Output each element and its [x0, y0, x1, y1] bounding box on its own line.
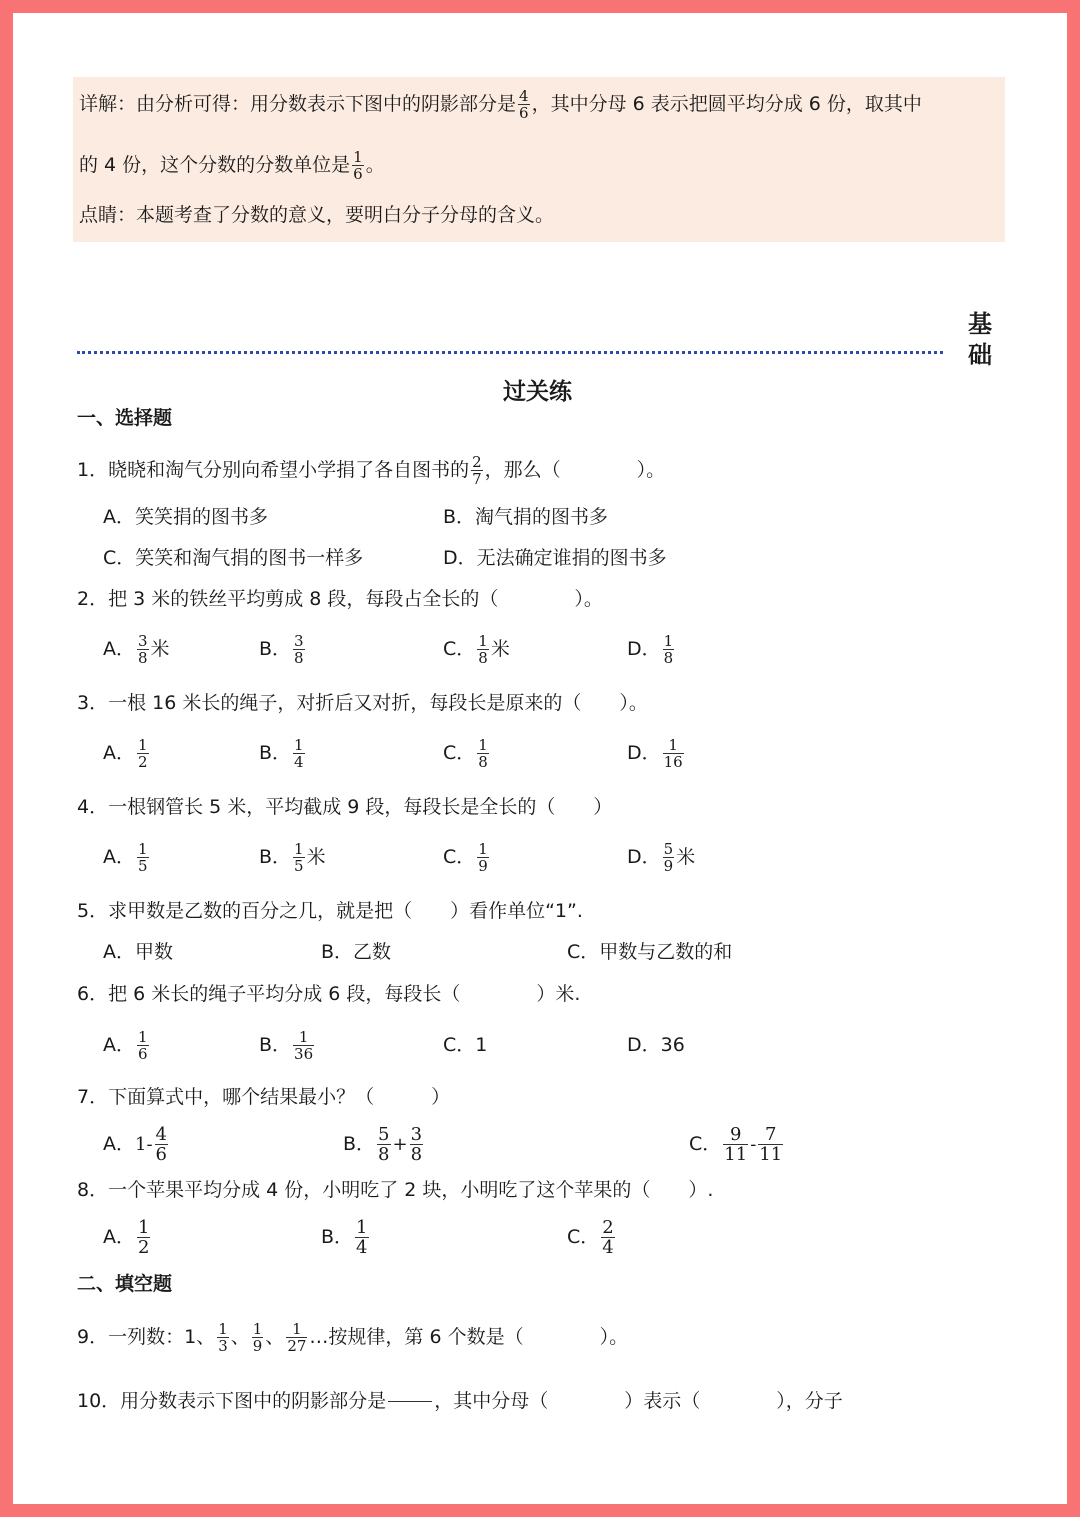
- fraction: $\frac{1}{36}$: [294, 1028, 314, 1063]
- option-c[interactable]: C． $\frac{1}{8}$: [443, 736, 488, 771]
- fraction: $\frac{1}{6}$: [138, 1028, 148, 1063]
- fraction: $\frac{5}{8}$: [378, 1124, 390, 1165]
- fraction: $\frac{1}{5}$: [138, 840, 148, 875]
- fraction: $\frac{1}{9}$: [252, 1320, 263, 1355]
- analysis-point: 点睛：本题考查了分数的意义，要明白分子分母的含义。: [79, 204, 555, 226]
- fraction: $\frac{1}{9}$: [478, 840, 488, 875]
- option-b[interactable]: B． $\frac{1}{36}$: [259, 1028, 314, 1063]
- fraction: $\frac{1}{3}$: [218, 1320, 228, 1355]
- fraction: $\frac{1}{4}$: [356, 1217, 368, 1258]
- fraction: $\frac{1}{4}$: [294, 736, 304, 771]
- analysis-line-1: 详解：由分析可得：用分数表示下图中的阴影部分是 $\frac{4}{6}$ ，其中分母 6 表示把圆平均分成 6 份，取其中: [79, 87, 922, 122]
- fraction: $\frac{7}{11}$: [759, 1124, 783, 1165]
- option-b[interactable]: B． $\frac{1}{4}$: [259, 736, 304, 771]
- fraction: $\frac{5}{9}$: [663, 840, 674, 875]
- blank-fraction[interactable]: [388, 1381, 432, 1422]
- option-a[interactable]: A． $\frac{1}{6}$: [103, 1028, 148, 1063]
- part-heading: 二、填空题: [77, 1273, 173, 1295]
- option-a[interactable]: A． $\frac{3}{8}$ 米: [103, 632, 170, 667]
- question-5-stem: 5．求甲数是乙数的百分之几，就是把（ ）看作单位“1”.: [77, 900, 583, 922]
- section-title: 过关练: [503, 379, 572, 405]
- question-6-stem: 6．把 6 米长的绳子平均分成 6 段，每段长（ ）米.: [77, 983, 581, 1005]
- fraction: $\frac{2}{4}$: [602, 1217, 614, 1258]
- part-heading: 一、选择题: [77, 407, 173, 429]
- option-a[interactable]: A．甲数: [103, 941, 173, 963]
- fraction: $\frac{1}{8}$: [478, 632, 488, 667]
- side-label-2: 础: [968, 341, 992, 369]
- option-d[interactable]: D．36: [627, 1034, 685, 1056]
- worksheet-page: [13, 13, 1067, 1504]
- option-b[interactable]: B． $\frac{1}{5}$ 米: [259, 840, 326, 875]
- option-c[interactable]: C．笑笑和淘气捐的图书一样多: [103, 547, 364, 569]
- question-4-stem: 4．一根钢管长 5 米，平均截成 9 段，每段长是全长的（ ）: [77, 796, 613, 818]
- option-d[interactable]: D．无法确定谁捐的图书多: [443, 547, 667, 569]
- option-d[interactable]: D． $\frac{1}{8}$: [627, 632, 674, 667]
- fraction: $\frac{1}{2}$: [138, 736, 148, 771]
- fraction: $\frac{3}{8}$: [410, 1124, 423, 1165]
- option-c[interactable]: C． $\frac{1}{8}$ 米: [443, 632, 510, 667]
- option-a[interactable]: A． $\frac{1}{2}$: [103, 736, 148, 771]
- option-c[interactable]: C．1: [443, 1034, 488, 1056]
- question-2-stem: 2．把 3 米的铁丝平均剪成 8 段，每段占全长的（ ）。: [77, 588, 603, 610]
- fraction: $\frac{2}{7}$: [472, 453, 482, 488]
- fraction: $\frac{3}{8}$: [294, 632, 304, 667]
- dotted-divider: [77, 351, 943, 354]
- fraction: $\frac{1}{5}$: [294, 840, 304, 875]
- fraction: $\frac{3}{8}$: [138, 632, 148, 667]
- option-c[interactable]: C．甲数与乙数的和: [567, 941, 733, 963]
- option-a[interactable]: A． $\frac{1}{5}$: [103, 840, 148, 875]
- question-1-stem: 1．晓晓和淘气分别向希望小学捐了各自图书的 $\frac{2}{7}$ ，那么（ ）。: [77, 453, 666, 488]
- question-8-stem: 8．一个苹果平均分成 4 份，小明吃了 2 块，小明吃了这个苹果的（ ）.: [77, 1179, 714, 1201]
- option-b[interactable]: B．淘气捐的图书多: [443, 506, 609, 528]
- question-10-stem: 10．用分数表示下图中的阴影部分是 ，其中分母（ ）表示（ ），分子: [77, 1381, 843, 1422]
- fraction: $\frac{1}{27}$: [287, 1320, 307, 1355]
- option-b[interactable]: B． $\frac{1}{4}$: [321, 1217, 368, 1258]
- option-d[interactable]: D． $\frac{1}{16}$: [627, 736, 683, 771]
- question-7-stem: 7．下面算式中，哪个结果最小？（ ）: [77, 1086, 451, 1108]
- analysis-line-2: 的 4 份，这个分数的分数单位是 $\frac{1}{6}$ 。: [79, 148, 385, 183]
- fraction: $\frac{1}{16}$: [663, 736, 683, 771]
- side-label-1: 基: [968, 310, 992, 338]
- option-c[interactable]: C． $\frac{1}{9}$: [443, 840, 488, 875]
- option-c[interactable]: C． $\frac{9}{11}$ - $\frac{7}{11}$: [689, 1124, 783, 1165]
- option-b[interactable]: B． $\frac{3}{8}$: [259, 632, 304, 667]
- option-a[interactable]: A．1- $\frac{4}{6}$: [103, 1124, 167, 1165]
- question-3-stem: 3．一根 16 米长的绳子，对折后又对折，每段长是原来的（ ）。: [77, 692, 648, 714]
- fraction: $\frac{4}{6}$: [155, 1124, 167, 1165]
- option-d[interactable]: D． $\frac{5}{9}$ 米: [627, 840, 696, 875]
- option-a[interactable]: A．笑笑捐的图书多: [103, 506, 268, 528]
- option-b[interactable]: B． $\frac{5}{8}$ + $\frac{3}{8}$: [343, 1124, 423, 1165]
- fraction: $\frac{1}{2}$: [138, 1217, 150, 1258]
- fraction: $\frac{9}{11}$: [724, 1124, 748, 1165]
- option-a[interactable]: A． $\frac{1}{2}$: [103, 1217, 150, 1258]
- fraction: $\frac{1}{8}$: [478, 736, 488, 771]
- option-c[interactable]: C． $\frac{2}{4}$: [567, 1217, 614, 1258]
- option-b[interactable]: B．乙数: [321, 941, 392, 963]
- fraction: $\frac{1}{8}$: [663, 632, 674, 667]
- question-9-stem: 9．一列数：1、 $\frac{1}{3}$ 、 $\frac{1}{9}$ 、 $\frac{1}{27}$ …按规律，第 6 个数是（ ）。: [77, 1320, 629, 1355]
- fraction: $\frac{4}{6}$: [519, 87, 529, 122]
- fraction: $\frac{1}{6}$: [353, 148, 363, 183]
